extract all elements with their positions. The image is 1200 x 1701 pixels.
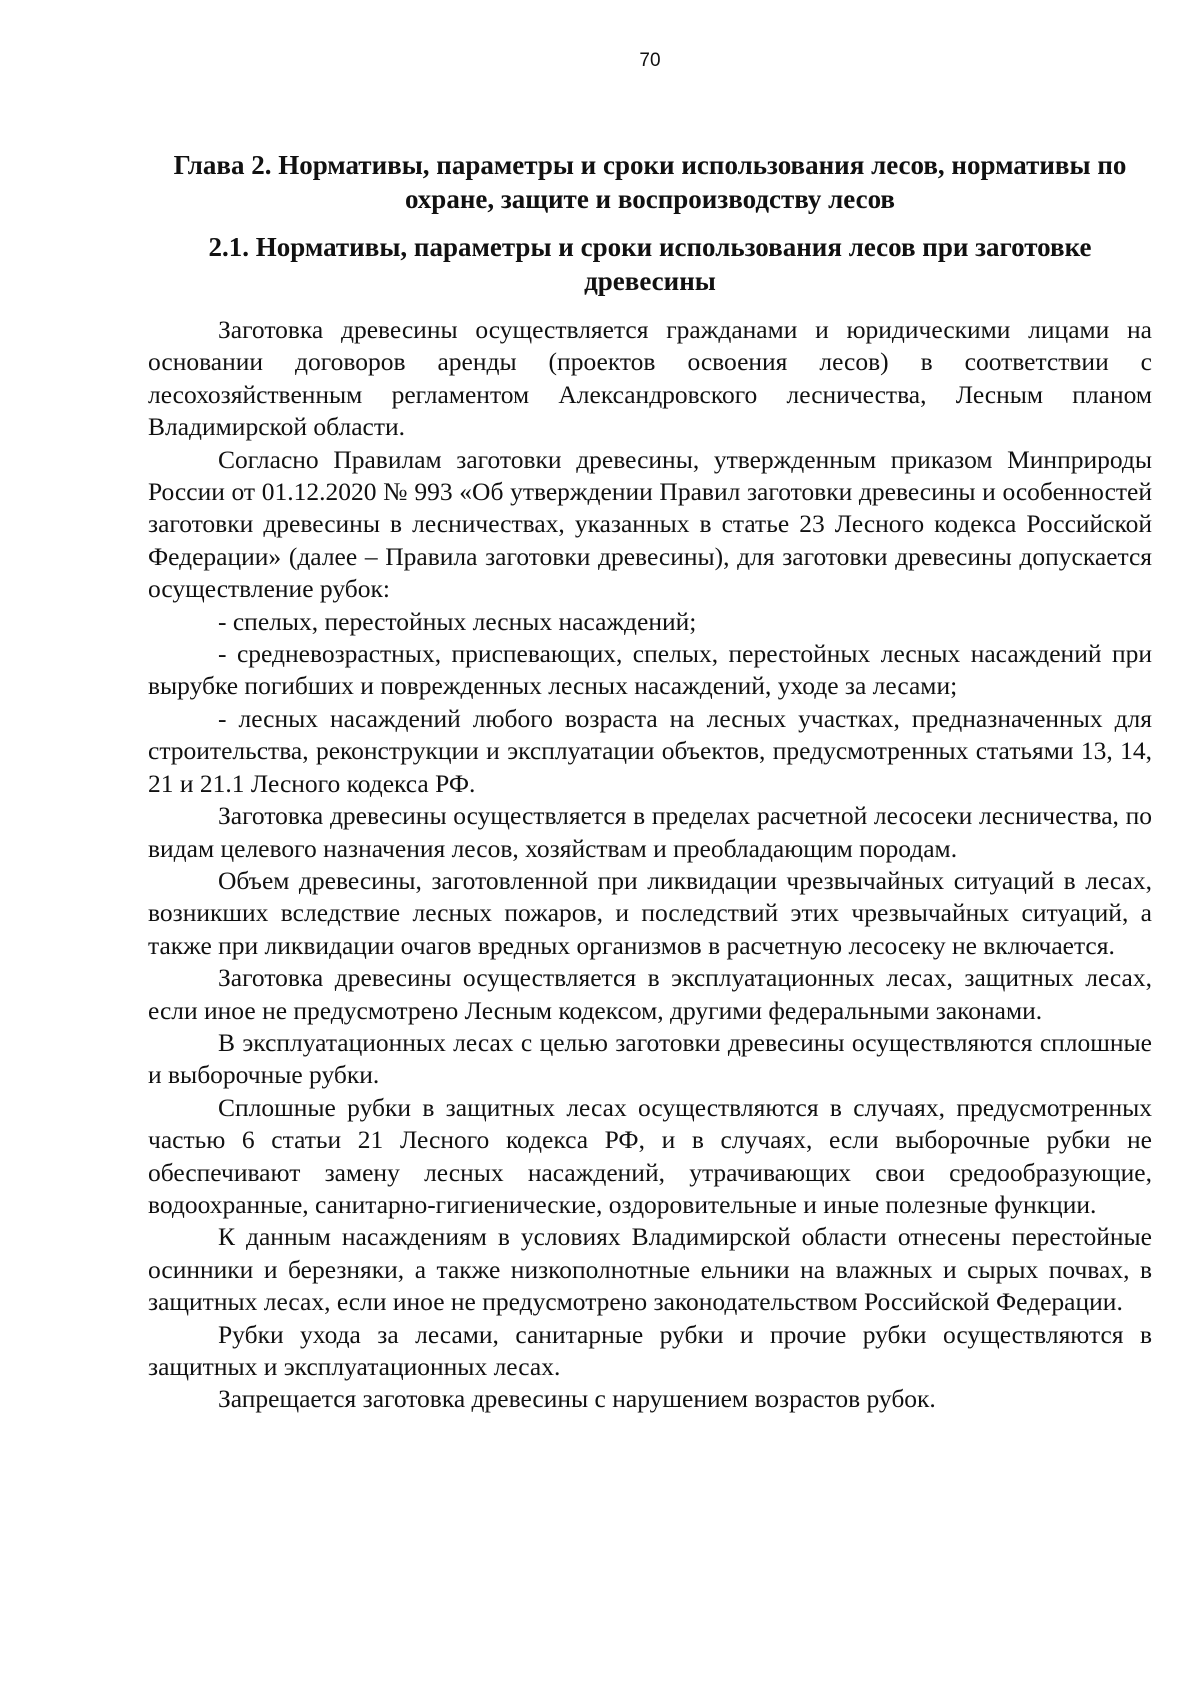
list-item: - средневозрастных, приспевающих, спелых, перестойных лесных насаждений при вырубке погибших и поврежденных лесных насаждений, уходе за лесами; (148, 639, 1152, 701)
list-item: - спелых, перестойных лесных насаждений; (218, 606, 697, 636)
paragraph: Сплошные рубки в защитных лесах осуществляются в случаях, предусмотренных частью 6 статьи 21 Лесного кодекса РФ, и в случаях, если выборочные рубки не обеспечивают замену лесных насаждений, утрачивающих свои средообразующие, водоохранные, санитарно-гигиенические, оздоровительные и иные полезные функции. (148, 1092, 1152, 1219)
paragraph: Согласно Правилам заготовки древесины, утвержденным приказом Минприроды России от 01.12.2020 № 993 «Об утверждении Правил заготовки древесины и особенностей заготовки древесины в лесничествах, указанных в статье 23 Лесного кодекса Российской Федерации» (далее – Правила заготовки древесины), для заготовки древесины допускается осуществление рубок: (148, 444, 1152, 604)
section-title: 2.1. Нормативы, параметры и сроки использования лесов при заготовке древесины (208, 232, 1092, 296)
paragraph: Объем древесины, заготовленной при ликвидации чрезвычайных ситуаций в лесах, возникших вследствие лесных пожаров, и последствий этих чрезвычайных ситуаций, а также при ликвидации очагов вредных организмов в расчетную лесосеку не включается. (148, 865, 1152, 960)
page-number: 70 (639, 50, 661, 71)
paragraph: Заготовка древесины осуществляется в эксплуатационных лесах, защитных лесах, если иное не предусмотрено Лесным кодексом, другими федеральными законами. (148, 963, 1152, 1025)
paragraph: Заготовка древесины осуществляется в пределах расчетной лесосеки лесничества, по видам целевого назначения лесов, хозяйствам и преобладающим породам. (148, 801, 1152, 863)
paragraph: В эксплуатационных лесах с целью заготовки древесины осуществляются сплошные и выборочные рубки. (148, 1027, 1152, 1090)
paragraph: Заготовка древесины осуществляется гражданами и юридическими лицами на основании договоров аренды (проектов освоения лесов) в соответствии с лесохозяйственным регламентом Александровского лесничества, Лесным планом Владимирской области. (148, 315, 1152, 442)
body-text (148, 314, 1152, 1416)
paragraph: К данным насаждениям в условиях Владимирской области отнесены перестойные осинники и березняки, а также низкополнотные ельники на влажных и сырых почвах, в защитных лесах, если иное не предусмотрено законодательством Российской Федерации. (148, 1222, 1152, 1317)
paragraph: Рубки ухода за лесами, санитарные рубки и прочие рубки осуществляются в защитных и эксплуатационных лесах. (148, 1319, 1152, 1381)
chapter-title: Глава 2. Нормативы, параметры и сроки использования лесов, нормативы по охране, защите и воспроизводству лесов (173, 150, 1127, 214)
paragraph: Запрещается заготовка древесины с нарушением возрастов рубок. (218, 1384, 936, 1414)
list-item: - лесных насаждений любого возраста на лесных участках, предназначенных для строительства, реконструкции и эксплуатации объектов, предусмотренных статьями 13, 14, 21 и 21.1 Лесного кодекса РФ. (148, 703, 1152, 798)
